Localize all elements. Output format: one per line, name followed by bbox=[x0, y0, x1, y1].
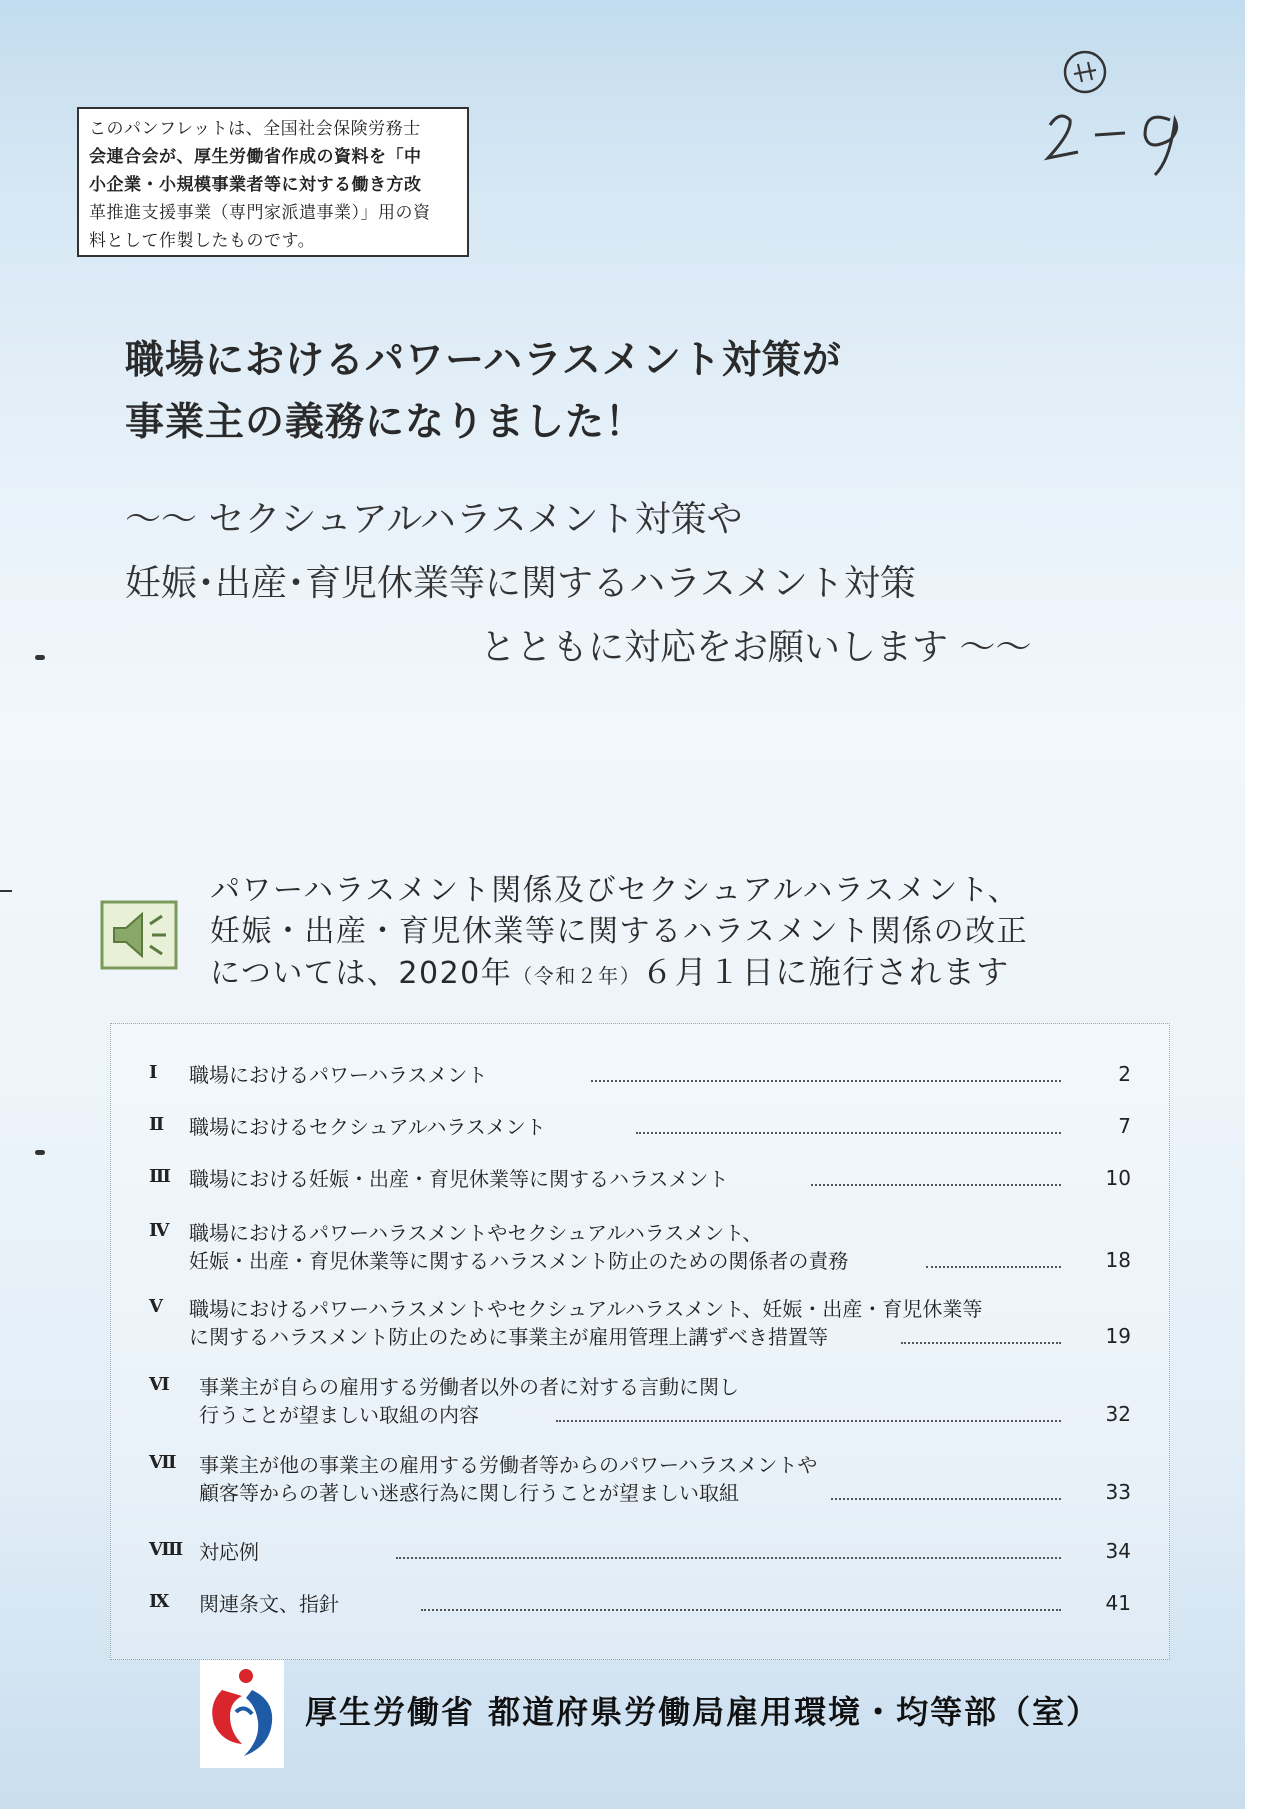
scan-mark bbox=[0, 890, 12, 892]
notice-box bbox=[77, 107, 469, 257]
toc-leader bbox=[556, 1420, 1061, 1422]
toc-page: 33 bbox=[1105, 1480, 1131, 1504]
toc-page: 10 bbox=[1105, 1166, 1131, 1190]
toc-leader bbox=[636, 1132, 1061, 1134]
toc-title: 対応例 bbox=[199, 1540, 259, 1564]
toc-leader bbox=[421, 1609, 1061, 1611]
toc-title: 職場におけるパワーハラスメント bbox=[189, 1063, 488, 1087]
notice-line: 会連合会が、厚生労働省作成の資料を「中 bbox=[89, 147, 422, 167]
toc-page: 32 bbox=[1105, 1402, 1131, 1426]
toc-title: 事業主が他の事業主の雇用する労働者等からのパワーハラスメントや bbox=[199, 1453, 818, 1477]
toc-leader bbox=[926, 1266, 1061, 1268]
notice-line: 料として作製したものです。 bbox=[89, 231, 316, 251]
toc-page: 19 bbox=[1105, 1324, 1131, 1348]
toc-number: Ⅷ bbox=[149, 1539, 184, 1560]
notice-line: 革推進支援事業（専門家派遣事業）」用の資 bbox=[89, 203, 431, 223]
notice-line: 小企業・小規模事業者等に対する働き方改 bbox=[89, 175, 422, 195]
speaker-icon bbox=[100, 900, 178, 970]
subtitle-line-2: 妊娠･出産･育児休業等に関するハラスメント対策 bbox=[125, 563, 916, 604]
toc-leader bbox=[831, 1498, 1061, 1500]
toc-leader bbox=[811, 1184, 1061, 1186]
toc-number: Ⅸ bbox=[149, 1591, 170, 1612]
ministry-logo bbox=[200, 1660, 284, 1768]
subtitle-line-3: とともに対応をお願いします ～～ bbox=[480, 627, 1032, 668]
notice-line: このパンフレットは、全国社会保険労務士 bbox=[89, 119, 421, 139]
table-of-contents bbox=[110, 1023, 1170, 1660]
toc-number: Ⅶ bbox=[149, 1452, 177, 1473]
handwritten-annotation bbox=[1030, 40, 1210, 180]
toc-number: Ⅰ bbox=[149, 1062, 158, 1083]
announcement-line-3 bbox=[210, 952, 1160, 997]
announcement bbox=[210, 870, 1160, 997]
toc-leader bbox=[591, 1080, 1061, 1082]
toc-page: 18 bbox=[1105, 1248, 1131, 1272]
announcement-text: については、2020年 bbox=[210, 956, 513, 991]
toc-page: 41 bbox=[1105, 1591, 1131, 1615]
toc-title: 関連条文、指針 bbox=[199, 1592, 339, 1616]
toc-title: 妊娠・出産・育児休業等に関するハラスメント防止のための関係者の責務 bbox=[189, 1249, 849, 1273]
toc-leader bbox=[901, 1342, 1061, 1344]
scan-mark bbox=[35, 1150, 45, 1155]
toc-title: 職場におけるセクシュアルハラスメント bbox=[189, 1115, 546, 1139]
toc-leader bbox=[396, 1557, 1061, 1559]
toc-page: 2 bbox=[1118, 1062, 1131, 1086]
title-line-2: 事業主の義務になりました！ bbox=[125, 400, 646, 445]
announcement-era: （令和２年） bbox=[512, 964, 642, 988]
subtitle-line-1: ～～ セクシュアルハラスメント対策や bbox=[125, 499, 743, 540]
announcement-line-2: 妊娠・出産・育児休業等に関するハラスメント関係の改正 bbox=[210, 914, 1029, 949]
svg-text:2-9: 2-9 bbox=[1030, 40, 1032, 41]
toc-title: 職場におけるパワーハラスメントやセクシュアルハラスメント、 bbox=[189, 1221, 763, 1245]
page-title bbox=[125, 330, 1125, 454]
toc-page: 34 bbox=[1105, 1539, 1131, 1563]
page-subtitle bbox=[125, 488, 1125, 680]
toc-title: 職場における妊娠・出産・育児休業等に関するハラスメント bbox=[189, 1167, 729, 1191]
toc-page: 7 bbox=[1118, 1114, 1131, 1138]
title-line-1: 職場におけるパワーハラスメント対策が bbox=[125, 338, 842, 383]
toc-number: Ⅵ bbox=[149, 1374, 170, 1395]
announcement-date: ６月１日に施行されます bbox=[641, 953, 1010, 991]
toc-title: 事業主が自らの雇用する労働者以外の者に対する言動に関し bbox=[199, 1375, 739, 1399]
toc-title: 行うことが望ましい取組の内容 bbox=[199, 1403, 479, 1427]
toc-number: Ⅱ bbox=[149, 1114, 165, 1135]
toc-title: 職場におけるパワーハラスメントやセクシュアルハラスメント、妊娠・出産・育児休業等 bbox=[189, 1297, 983, 1321]
toc-title: に関するハラスメント防止のために事業主が雇用管理上講ずべき措置等 bbox=[189, 1325, 828, 1349]
toc-number: Ⅲ bbox=[149, 1166, 171, 1187]
scan-mark bbox=[35, 655, 45, 660]
footer-organization: 厚生労働省 都道府県労働局雇用環境・均等部（室） bbox=[305, 1693, 1101, 1731]
toc-title: 顧客等からの著しい迷惑行為に関し行うことが望ましい取組 bbox=[199, 1481, 739, 1505]
scan-margin bbox=[1245, 0, 1280, 1809]
toc-number: Ⅳ bbox=[149, 1220, 170, 1241]
announcement-line-1: パワーハラスメント関係及びセクシュアルハラスメント、 bbox=[210, 873, 1020, 908]
toc-number: Ⅴ bbox=[149, 1296, 163, 1317]
